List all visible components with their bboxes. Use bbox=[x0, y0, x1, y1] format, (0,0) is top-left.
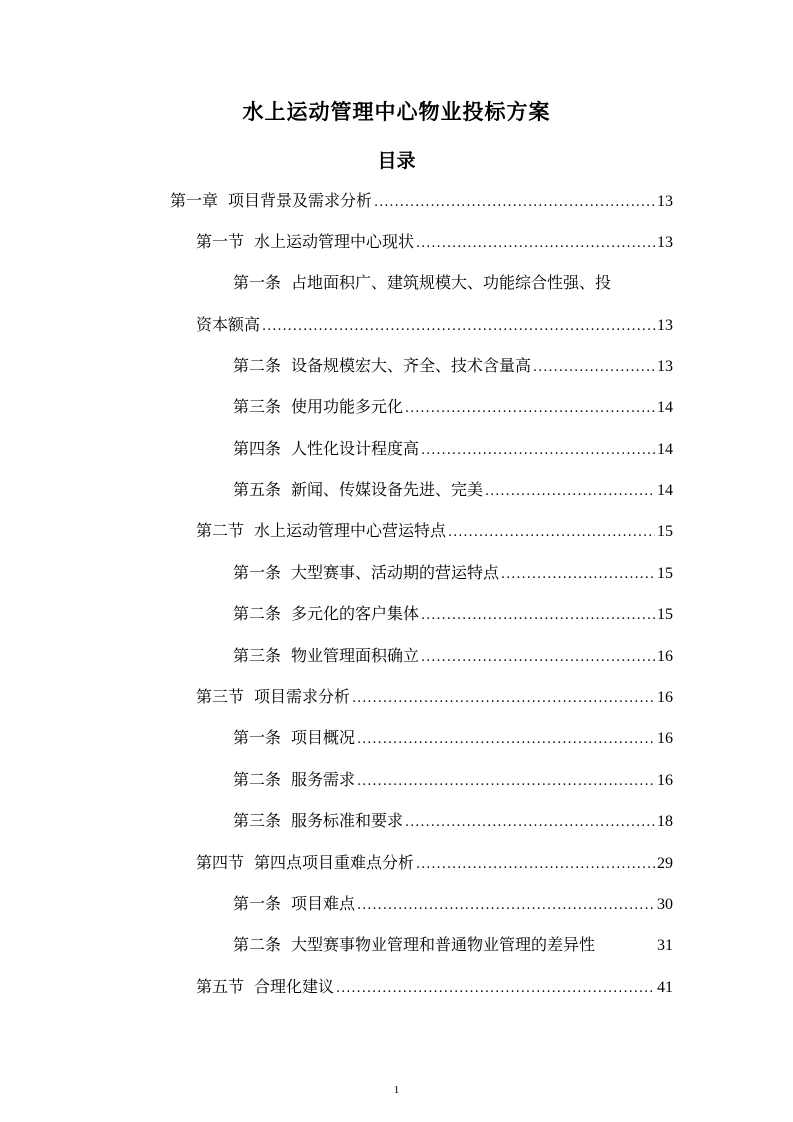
toc-title: 项目难点 bbox=[291, 894, 356, 913]
toc-label: 第三条 bbox=[233, 397, 282, 416]
toc-title: 服务标准和要求 bbox=[291, 811, 404, 830]
toc-entry-section[interactable] bbox=[196, 850, 673, 874]
toc-entry-chapter-1[interactable] bbox=[170, 188, 673, 212]
toc-page: 13 bbox=[657, 193, 673, 210]
toc-title: 设备规模宏大、齐全、技术含量高 bbox=[291, 356, 532, 375]
toc-leader bbox=[405, 815, 655, 830]
toc-entry-article[interactable] bbox=[233, 560, 673, 584]
toc-entry-article[interactable] bbox=[233, 767, 673, 791]
toc-entry-continuation[interactable] bbox=[196, 312, 673, 336]
toc-page: 14 bbox=[657, 441, 673, 458]
toc-entry-article[interactable] bbox=[233, 436, 673, 460]
toc-label: 第五节 bbox=[196, 977, 245, 996]
toc-leader bbox=[421, 650, 655, 665]
toc-page: 15 bbox=[657, 523, 673, 540]
toc-label: 第一条 bbox=[233, 273, 282, 292]
toc-page: 41 bbox=[657, 979, 673, 996]
document-title: 水上运动管理中心物业投标方案 bbox=[242, 100, 551, 124]
toc-label: 第三节 bbox=[196, 687, 245, 706]
toc-entry-section[interactable] bbox=[196, 974, 673, 998]
toc-label: 第四条 bbox=[233, 439, 282, 458]
toc-leader bbox=[352, 691, 655, 706]
toc-label: 第一条 bbox=[233, 563, 282, 582]
page-number: 1 bbox=[393, 1084, 400, 1096]
toc-title: 资本额高 bbox=[196, 315, 261, 334]
toc-entry-article[interactable] bbox=[233, 932, 673, 956]
toc-leader bbox=[421, 443, 655, 458]
toc-title: 合理化建议 bbox=[254, 977, 335, 996]
toc-label: 第一条 bbox=[233, 728, 282, 747]
toc-leader bbox=[501, 567, 655, 582]
toc-label: 第一节 bbox=[196, 232, 245, 251]
toc-page: 29 bbox=[657, 855, 673, 872]
toc-leader bbox=[448, 525, 655, 540]
toc-title: 物业管理面积确立 bbox=[291, 646, 420, 665]
toc-page: 31 bbox=[657, 937, 673, 954]
toc-label: 第二条 bbox=[233, 770, 282, 789]
toc-leader bbox=[533, 360, 655, 375]
toc-leader bbox=[421, 608, 655, 623]
toc-title: 占地面积广、建筑规模大、功能综合性强、投 bbox=[291, 273, 612, 292]
toc-title: 第四点项目重难点分析 bbox=[254, 853, 415, 872]
toc-entry-section[interactable] bbox=[196, 684, 673, 708]
toc-page: 18 bbox=[657, 813, 673, 830]
toc-heading: 目录 bbox=[377, 150, 416, 172]
toc-entry-article[interactable] bbox=[233, 808, 673, 832]
toc-title: 水上运动管理中心营运特点 bbox=[254, 521, 447, 540]
toc-label: 第二条 bbox=[233, 935, 282, 954]
toc-leader bbox=[405, 401, 655, 416]
toc-leader bbox=[416, 236, 655, 251]
toc-entry-article[interactable] bbox=[233, 601, 673, 625]
toc-title: 使用功能多元化 bbox=[291, 397, 404, 416]
toc-page: 16 bbox=[657, 772, 673, 789]
toc-leader bbox=[357, 774, 655, 789]
toc-title: 项目背景及需求分析 bbox=[228, 191, 373, 210]
toc-label: 第三条 bbox=[233, 811, 282, 830]
toc-label: 第二条 bbox=[233, 356, 282, 375]
toc-leader bbox=[416, 857, 655, 872]
toc-title: 大型赛事、活动期的营运特点 bbox=[291, 563, 500, 582]
toc-title: 项目需求分析 bbox=[254, 687, 351, 706]
toc-title: 人性化设计程度高 bbox=[291, 439, 420, 458]
toc-title: 项目概况 bbox=[291, 728, 356, 747]
toc-label: 第三条 bbox=[233, 646, 282, 665]
toc-label: 第二条 bbox=[233, 604, 282, 623]
toc-entry-article[interactable] bbox=[233, 643, 673, 667]
toc-title: 水上运动管理中心现状 bbox=[254, 232, 415, 251]
toc-page: 16 bbox=[657, 689, 673, 706]
toc-page: 14 bbox=[657, 399, 673, 416]
toc-page: 16 bbox=[657, 648, 673, 665]
toc-label: 第一条 bbox=[233, 894, 282, 913]
toc-leader bbox=[357, 898, 655, 913]
toc-page: 13 bbox=[657, 317, 673, 334]
toc-page: 30 bbox=[657, 896, 673, 913]
toc-page: 15 bbox=[657, 606, 673, 623]
toc-page: 13 bbox=[657, 234, 673, 251]
toc-title: 服务需求 bbox=[291, 770, 356, 789]
toc-entry-article[interactable] bbox=[233, 394, 673, 418]
toc-title: 大型赛事物业管理和普通物业管理的差异性 bbox=[291, 935, 596, 954]
toc-label: 第一章 bbox=[170, 191, 219, 210]
toc-title: 新闻、传媒设备先进、完美 bbox=[291, 480, 484, 499]
toc-entry-article[interactable] bbox=[233, 270, 673, 294]
toc-label: 第二节 bbox=[196, 521, 245, 540]
toc-entry-article[interactable] bbox=[233, 891, 673, 915]
toc-page: 16 bbox=[657, 730, 673, 747]
toc-entry-article[interactable] bbox=[233, 477, 673, 501]
toc-entry-article[interactable] bbox=[233, 725, 673, 749]
toc-entry-article[interactable] bbox=[233, 353, 673, 377]
toc-page: 15 bbox=[657, 565, 673, 582]
toc-label: 第四节 bbox=[196, 853, 245, 872]
toc-label: 第五条 bbox=[233, 480, 282, 499]
toc-leader bbox=[485, 484, 655, 499]
toc-leader bbox=[262, 319, 655, 334]
toc-entry-section[interactable] bbox=[196, 229, 673, 253]
toc-leader bbox=[374, 195, 655, 210]
toc-entry-section[interactable] bbox=[196, 518, 673, 542]
toc-page: 13 bbox=[657, 358, 673, 375]
toc-page: 14 bbox=[657, 482, 673, 499]
toc-leader bbox=[336, 981, 655, 996]
toc-title: 多元化的客户集体 bbox=[291, 604, 420, 623]
toc-leader bbox=[357, 732, 655, 747]
